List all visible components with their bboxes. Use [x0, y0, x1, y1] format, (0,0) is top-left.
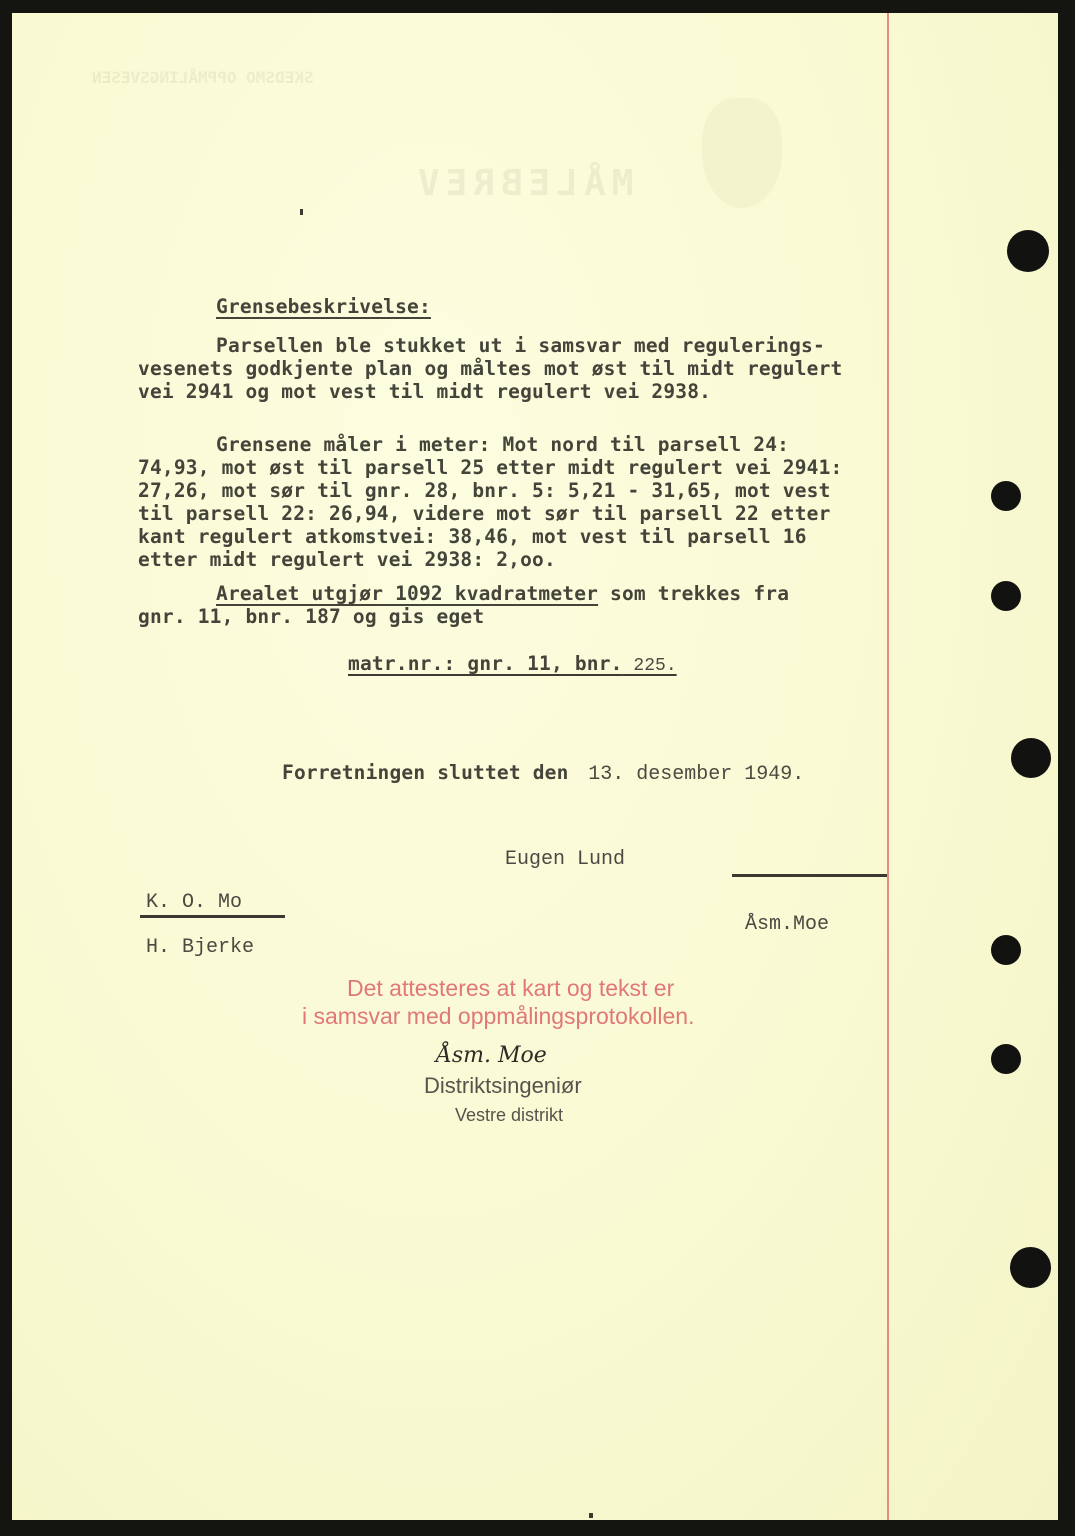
closing-label: Forretningen sluttet den — [282, 761, 569, 784]
stamp-title: Distriktsingeniør — [424, 1073, 582, 1098]
paragraph-2-line-1: Grensene måler i meter: Mot nord til parsell 24: — [216, 433, 790, 456]
signature-h-bjerke: H. Bjerke — [146, 936, 255, 959]
stamp-line-1: Det attesteres at kart og tekst er — [347, 975, 675, 1001]
closing-date: 13. desember 1949. — [588, 763, 805, 786]
closing-line — [282, 761, 804, 786]
area-line — [216, 582, 789, 605]
matrikkel-number — [348, 652, 677, 676]
area-line-2: gnr. 11, bnr. 187 og gis eget — [138, 605, 485, 628]
punch-hole — [1007, 230, 1049, 272]
area-continuation: som trekkes fra — [598, 582, 790, 605]
paragraph-1-line-2: vesenets godkjente plan og måltes mot øst til midt regulert — [138, 357, 843, 380]
punch-hole — [991, 935, 1021, 965]
matrikkel-label: matr.nr.: gnr. 11, bnr. — [348, 652, 623, 675]
handwritten-signature: Åsm. Moe — [436, 1043, 547, 1068]
paragraph-2-line-6: etter midt regulert vei 2938: 2,oo. — [138, 548, 556, 571]
punch-hole — [1011, 738, 1051, 778]
paragraph-2-line-5: kant regulert atkomstvei: 38,46, mot vest til parsell 16 — [138, 525, 807, 548]
signature-line-right — [732, 874, 887, 877]
stamp-line-2: i samsvar med oppmålingsprotokollen. — [302, 1003, 695, 1029]
area-statement: Arealet utgjør 1092 kvadratmeter — [216, 582, 599, 605]
signature-eugen-lund: Eugen Lund — [505, 848, 626, 871]
paragraph-2-line-2: 74,93, mot øst til parsell 25 etter midt regulert vei 2941: — [138, 456, 843, 479]
section-heading: Grensebeskrivelse: — [216, 295, 431, 318]
ink-speck — [300, 209, 303, 215]
margin-line — [887, 13, 889, 1520]
punch-hole — [1010, 1247, 1051, 1288]
ink-speck — [589, 1513, 593, 1518]
document-page — [12, 13, 1058, 1520]
paragraph-2-line-4: til parsell 22: 26,94, videre mot sør til parsell 22 etter — [138, 502, 831, 525]
stamp-district: Vestre distrikt — [455, 1105, 564, 1125]
signature-line-left — [140, 915, 285, 918]
paragraph-2-line-3: 27,26, mot sør til gnr. 28, bnr. 5: 5,21 - 31,65, mot vest — [138, 479, 831, 502]
punch-hole — [991, 581, 1021, 611]
punch-hole — [991, 1044, 1021, 1074]
ghost-header-title: MÅLEBREV — [412, 163, 634, 204]
paragraph-1-line-1: Parsellen ble stukket ut i samsvar med regulerings- — [216, 334, 825, 357]
ghost-header-line: SKEDSMO OPPMÅLINGSVESEN — [92, 68, 314, 87]
signature-asm-moe: Åsm.Moe — [745, 913, 830, 936]
paragraph-1-line-3: vei 2941 og mot vest til midt regulert vei 2938. — [138, 380, 712, 403]
punch-hole — [991, 481, 1021, 511]
ghost-emblem — [702, 98, 782, 208]
matrikkel-value: 225. — [622, 656, 677, 676]
signature-ko-mo: K. O. Mo — [146, 891, 243, 914]
